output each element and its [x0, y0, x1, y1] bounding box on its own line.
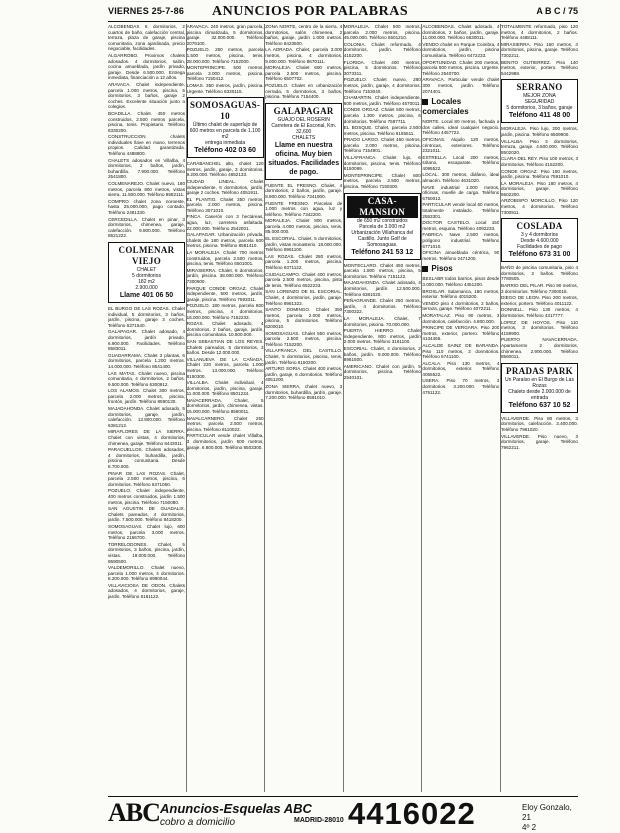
classified-ad: TORRELODONES. Chalet, 5 dormitorios, 3 baños, piscina, jardín, vistas. 19.000.000. Teléfono 8590500.: [108, 541, 185, 564]
display-ad-line: Chalets desde 2.000.000 de entrada: [508, 388, 571, 401]
classified-ad: SANTO DOMINGO. Chalet 350 metros, parcela 2.000 metros, piscina, 5 dormitorios. Teléfono 6200010.: [265, 307, 343, 329]
classified-ad: SAN SEBASTIAN DE LOS REYES. Chalets pareados, 5 dormitorios, 3 baños. Desde 12.000.000.: [186, 338, 264, 356]
column-divider: [421, 24, 422, 792]
column-divider: [264, 24, 265, 792]
classified-ad: OFICINAS. Alquilo 120 metros, céntricas, exteriores. Teléfono 2321011.: [422, 136, 500, 154]
classified-ad: EL PLANTIO. Chalet 350 metros, parcela 2.000 metros, piscina. Teléfono 3071010.: [186, 196, 264, 213]
footer-anuncios: Anuncios-Esquelas ABC: [160, 801, 312, 816]
classified-ad: FUENTE EL FRESNO. Chalet, 4 dormitorios, 2 baños, jardín, garaje. 8.900.000. Teléfono 7341900.: [265, 182, 343, 199]
classified-ad: CIUDALCAMPO. Chalet 400 metros, parcela 2.500 metros, piscina, pista de tenis. Teléfono 6522233.: [265, 271, 343, 288]
classified-ad: SOMOSAGUAS. Chalet lujo, 600 metros, parcela 3.000 metros. Teléfono 2156700.: [108, 523, 185, 541]
classified-ad: MORALEJA. Chalet 600 metros, parcela 2.500 metros, piscina. Teléfono 6507702.: [265, 65, 343, 82]
classified-ad: PRINCIPE DE VERGARA. Piso 200 metros, exterior, portero. Teléfono 4134455.: [422, 325, 500, 342]
display-ad-line: Urbanización Villafranca del Castillo. Junto Golf de Somosaguas.: [351, 229, 414, 248]
display-ad-heading: COSLADA: [516, 221, 563, 232]
display-ad-line: GUAJO DEL ROSERIN: [277, 116, 330, 123]
classified-ad: CERCEDILLA. Chalet en pinar, 3 dormitorios, chimenea, garaje, calefacción. 9.800.000. Teléfono 8521222.: [108, 216, 185, 239]
display-ad-line: MEJOR ZONA: [523, 93, 556, 100]
classified-ad: ALCALDE SAINZ DE BARANDA. Piso 110 metros, 3 dormitorios. Teléfono 5741100.: [422, 342, 500, 360]
classified-ad: EL ESCORIAL. Chalet, 5 dormitorios, jardín, vistas monasterio. 18.000.000. Teléfono 8961100.: [265, 236, 343, 253]
display-ad-line: Llame 401 06 50: [119, 291, 174, 299]
classified-ad: ARAVACA. Chalet independiente, parcela 1.000 metros, piscina, 5 dormitorios, 3 baños, garaje 2 coches. Excelente situación junto a colegios.: [108, 81, 185, 110]
classified-ad: LOPEZ DE HOYOS. Piso 110 metros, 3 dormitorios. Teléfono 4159900.: [501, 319, 578, 336]
classified-ad: MAJADAHONDA. Chalet adosado, 5 dormitorios, garaje, jardín, calefacción. 13.800.000. Teléfono 6381212.: [108, 406, 185, 428]
header-publication: A B C / 75: [536, 6, 578, 16]
classified-column: [501, 24, 578, 792]
classified-ad: BOADILLA. Chalet. 450 metros construidos, 2.500 metros parcela, piscina, tenis. Propietario. Teléfono 6330200.: [108, 110, 185, 133]
classified-ad: EL BURGO DE LAS ROZAS. Chalet individual, 5 dormitorios, 3 baños, jardín, piscina, garaje 3 coches. Teléfono 6371540.: [108, 305, 185, 328]
classified-ad: MIRAFLORES DE LA SIERRA. Chalet con vistas, 4 dormitorios, chimenea, garaje. Teléfono 8443011.: [108, 429, 185, 446]
display-ad-line: 182 m2: [138, 278, 155, 285]
classified-ad: MONTECLARO. Chalet 450 metros, parcela 1.800 metros, piscina, 5 dormitorios. Teléfono 7151122.: [343, 262, 421, 279]
classified-ad: POZUELO. 180 metros, parcela 800 metros, piscina, 4 dormitorios. 16.000.000. Teléfono 7152233.: [186, 303, 264, 320]
classified-ad: NORTE. Local 80 metros, fachada a dos calles, ideal cualquier negocio. Teléfono 4457722.: [422, 119, 500, 136]
classified-ad: POZUELO. Chalet en urbanización cerrada, 5 dormitorios, 3 baños, piscina. Teléfono 7154400.: [265, 82, 343, 100]
classified-ad: LA MORALEJA. Chalet 700 metros construidos, parcela 2.500 metros, piscina, tenis. Teléfono 6501001.: [186, 250, 264, 267]
header-title: ANUNCIOS POR PALABRAS: [212, 4, 409, 19]
display-ad-box: [265, 103, 342, 180]
footer-logo: ABC: [108, 798, 160, 827]
classified-ad: COLMENAREJO. Chalet nuevo, 180 metros, parcela 800 metros, vistas sierra. 11.500.000. Teléfono 8582111.: [108, 181, 185, 198]
display-ad-line: 3 y 4 dormitorios: [521, 232, 558, 239]
display-ad-box: [501, 218, 578, 262]
display-ad-line: 5 dormitorios, 3 baños, garaje: [506, 105, 573, 112]
page-footer: [108, 796, 578, 831]
footer-address: [522, 803, 578, 833]
classified-ad: CLARA DEL REY. Piso 100 metros, 3 dormitorios. Teléfono 4152200.: [501, 156, 578, 167]
classified-ad: NAVACERRADA. Chalet, 5 dormitorios, jardín, chimenea, vistas. 15.000.000. Teléfono 8560011.: [186, 397, 264, 415]
display-ad-line: 5 dormitorios: [132, 272, 161, 279]
classified-column: [344, 24, 421, 792]
section-heading-text: Locales comerciales: [422, 97, 469, 117]
display-ad-line: Llame en nuestra oficina. Muy bien situados. Facilidades de pago.: [268, 141, 340, 176]
display-ad-line: Teléfono 673 31 00: [508, 251, 571, 259]
classified-column: [187, 24, 264, 792]
classified-ad: MORATALAZ. Piso 90 metros, 3 dormitorios, calefacción. 4.800.000.: [422, 312, 500, 324]
classified-ad: MIRASIERRA. Piso 160 metros, 4 dormitorios, piscina, garaje. Teléfono 7302211.: [501, 41, 578, 58]
classified-ad: MAJADAHONDA. Chalet adosado, 4 dormitorios, jardín. 12.500.000. Teléfono 6381020.: [343, 280, 421, 297]
classified-ad: VILLALBA. Chalet individual, 4 dormitorios, jardín, piscina, garaje. 11.000.000. Teléfono 8501234.: [186, 380, 264, 397]
classified-ad: MORALEJA. Chalet 500 metros, parcela 2.000 metros, piscina. 45.000.000. Teléfono 6501210.: [343, 24, 421, 41]
classified-ad: MORALEJA. Chalet 800 metros, parcela 4.000 metros, piscina, tenis. 85.000.000.: [265, 218, 343, 235]
footer-phone: 4416022: [348, 796, 476, 831]
classified-ad: ARAVACA. 240 metros, gran parcela, piscina climatizada, 5 dormitorios, garaje. 32.000.000. Teléfono 2079100.: [186, 24, 264, 46]
classified-ad: LA MORALEJA. Chalet, 7 dormitorios, piscina. 70.000.000.: [343, 315, 421, 327]
classified-ad: PUERTA HIERRO. Chalet independiente, 800 metros, jardín 2.000 metros. Teléfono 3161100.: [343, 328, 421, 345]
classified-ad: LOCAL. 300 metros, diáfano, ideal almacén. Teléfono 4631020.: [422, 172, 500, 184]
classified-ad: VENDO chalet en Parque Coimbra, 4 dormitorios, jardín, piscina comunitaria. Teléfono 6472233.: [422, 41, 500, 58]
classified-ad: CONDE ORGAZ. Piso 150 metros, jardín, piscina. Teléfono 7591010.: [501, 168, 578, 180]
classified-ad: LA ADRADA. Chalet, parcela 3.000 metros, piscina, 4 dormitorios. 9.000.000. Teléfono 8670111.: [265, 47, 343, 64]
classified-ad: PARTICULAR vende local 60 metros, totalmente instalado. Teléfono 2553301.: [422, 202, 500, 219]
classified-ad: FINCA. Caserón con 3 hectáreas, agua, luz, carretera asfaltada. 22.000.000. Teléfono 2542001.: [186, 214, 264, 231]
section-square-icon: [422, 266, 428, 272]
classified-ad: POZUELO. Chalet nuevo, 280 metros, jardín, garaje, 4 dormitorios. Teléfono 7153040.: [343, 77, 421, 94]
display-ad-heading: COLMENAR VIEJO: [118, 244, 175, 266]
classified-ad: LAS MATAS. Chalet nuevo, piscina comunitaria, 4 dormitorios, 2 baños. 9.500.000. Teléfono 6300912.: [108, 370, 185, 387]
classified-ad: LA MORALEJA. Piso 180 metros, 4 dormitorios, garaje. Teléfono 6502200.: [501, 180, 578, 197]
footer-address-line1: Eloy Gonzalo, 21: [522, 803, 572, 822]
classified-ad: VALDEMORILLO. Chalet nuevo, parcela 1.000 metros, 4 dormitorios. 8.200.000. Teléfono 8990044.: [108, 565, 185, 582]
header-date: VIERNES 25-7-86: [108, 6, 185, 16]
classified-ad: DONNELL. Piso 130 metros, 4 dormitorios. Teléfono 4317777.: [501, 307, 578, 318]
display-ad-heading: SERRANO: [516, 82, 563, 93]
classified-ad: BROSLAR. Salamanca, 180 metros, exterior. Teléfono 4015200.: [422, 288, 500, 300]
display-ad-line: SEGURIDAD: [524, 99, 555, 106]
display-ad-box: [501, 363, 578, 413]
classified-ad: CIUDAD LINEAL. Chalet independiente, 6 dormitorios, jardín, garaje 2 coches. Teléfono 4051911.: [186, 178, 264, 196]
classified-ad: FUENTE FRESNO. Parcelas de 1.000 metros con agua, luz y teléfono. Teléfono 7342200.: [265, 200, 343, 217]
footer-city: MADRID-28010: [294, 817, 344, 824]
footer-address-line2: 4º 2: [522, 823, 537, 832]
classified-ad: OPORTUNIDAD. Chalet 200 metros, parcela 800 metros, piscina. Urgente. Teléfono 2540700.: [422, 59, 500, 76]
classified-ad: POZUELO. 260 metros, parcela 1.500 metros, piscina, tenis. 28.000.000. Teléfono 7152000.: [186, 47, 264, 64]
section-heading: [422, 264, 499, 274]
footer-cobro: cobro a domicilio: [160, 817, 236, 828]
display-ad-line: Último chalet de superlujo de 600 metros en parcela de 1.100 m2: [189, 122, 261, 141]
display-ad-line: Teléfono 402 03 60: [194, 147, 256, 155]
classified-ad: ALGARROBO. Proximos chalets adosados. 4 dormitorios, salón, cocina amueblada, jardín privado, garaje. Desde 6.500.000. Entrega inmediata, financiación a 12 años.: [108, 52, 185, 81]
classified-ad: CONSTRUCCION chalets individuales llave en mano, terrenos propios. Calidad garantizada. Teléfono 4488800.: [108, 134, 185, 157]
classified-ad: CARABANCHEL alto, chalet 120 metros, jardín, garaje, 3 dormitorios. 9.200.000. Teléfono 4652133.: [186, 161, 264, 178]
display-ad-box: [344, 193, 421, 260]
classified-column: [422, 24, 499, 792]
classified-ad: LOMAS. 350 metros, jardín, piscina. Urgente. Teléfono 6330115.: [186, 82, 264, 94]
column-divider: [186, 24, 187, 792]
classified-ad: PUERTO NAVACERRADA. Apartamento 2 dormitorios, chimenea. 2.900.000. Teléfono 8560011.: [501, 337, 578, 360]
classified-ad: CHAMARTIN. Chalet independiente, 600 metros, jardín. Teléfono 4570011.: [343, 95, 421, 106]
display-ad-heading: CASA-MANSION: [347, 196, 418, 218]
column-divider: [500, 24, 501, 792]
classified-column: [108, 24, 185, 792]
section-heading: [422, 97, 499, 117]
classified-ad: DIEGO DE LEON. Piso 200 metros, exterior, portero. Teléfono 4011122.: [501, 295, 578, 306]
display-ad-line: de 650 m2 construidos: [357, 217, 408, 224]
classified-ad: ESTRELLA. Local 200 metros, sótano, escaparate. Teléfono 4095522.: [422, 154, 500, 171]
display-ad-line: Carretera de El Escorial, Km. 32,600: [271, 122, 337, 135]
classified-ad: ARTURO SORIA. Chalet 400 metros, jardín, garaje, 6 dormitorios. Teléfono 4051200.: [265, 366, 343, 383]
classified-ad: POZUELO. Chalet independiente, 400 metros construidos, jardín 1.500 metros, piscina. Teléfono 7150080.: [108, 488, 185, 505]
classified-ad: VILLAVERDE. Piso 80 metros, 3 dormitorios, calefacción. 3.400.000. Teléfono 7961020.: [501, 415, 578, 432]
classified-ad: AMERICANO. Chalet con jardín, 5 dormitorios, piscina. Teléfono 2540101.: [343, 363, 421, 380]
classified-ad: MORALEJA. Piso lujo, 200 metros, jardín, piscina. Teléfono 6509900.: [501, 126, 578, 137]
display-ad-line: 2.900.000: [135, 284, 158, 291]
classified-ad: COMPRO chalet zona noroeste, hasta 25.000.000, pago contado. Teléfono 2481330.: [108, 198, 185, 215]
classified-ad: PINAR DE LAS ROZAS. Chalet, parcela 2.500 metros, piscina, 6 dormitorios. Teléfono 6371060.: [108, 470, 185, 487]
classified-ad: BENITO GUTIERREZ. Piso 140 metros, exterior, portero. Teléfono 5442988.: [501, 59, 578, 76]
classified-column: [265, 24, 342, 792]
classified-ad: GALAPAGAR. Chalet adosado, 4 dormitorios, jardín privado, 6.900.000. Facilidades. Teléfono 8583011.: [108, 329, 185, 352]
classified-ad: MIRASIERRA. Chalet, 6 dormitorios, jardín, piscina. 38.000.000. Teléfono 7300600.: [186, 267, 264, 284]
classified-ad: ESCORIAL. Chalet, 4 dormitorios, 2 baños, jardín. 9.000.000. Teléfono 8961500.: [343, 345, 421, 363]
classified-ad: ZONA SIERRA, chalet nuevo, 3 dormitorios, buhardilla, jardín, garaje. 7.200.000. Teléfono 8591010.: [265, 383, 343, 401]
display-ad-box: [501, 79, 578, 123]
classified-ad: SAN LORENZO DE EL ESCORIAL. Chalet, 4 dormitorios, jardín, garaje. Teléfono 8961322.: [265, 289, 343, 306]
classified-ad: VILLAVERDE. Piso nuevo, 3 dormitorios, garaje. Teléfono 7962211.: [501, 433, 578, 450]
classified-ad: ARZOBISPO MORCILLO. Piso 120 metros, 4 dormitorios. Teléfono 7300911.: [501, 198, 578, 215]
classified-ad: PRADO LARGO. Chalet 450 metros, parcela 2.000 metros, piscina. Teléfono 7154901.: [343, 137, 421, 154]
classified-ad: COLONIA. Chalet reformado, 4 dormitorios, jardín. Teléfono 4152200.: [343, 41, 421, 58]
classified-ad: PARACUELLOS. Chalets adosados, 4 dormitorios, buhardilla, jardín, piscina comunitaria. Desde 8.700.000.: [108, 447, 185, 469]
display-ad-line: Parcela de 3.000 m2: [359, 223, 406, 230]
classified-ad: LOS ALAMOS. Chalet 300 metros, parcela 2.000 metros, piscina, frontón, jardín. Teléfono 8590130.: [108, 388, 185, 405]
classified-ad: EL BOSQUE. Chalet, parcela 2.500 metros, piscina. Teléfono 6165511.: [343, 125, 421, 136]
classified-ad: ALCALA. Piso 130 metros, 4 dormitorios, exterior. Teléfono 4055522.: [422, 360, 500, 377]
classified-ad: VILLAVICIOSA DE ODON. Chalets adosados, 4 dormitorios, garaje, jardín. Teléfono 6161122.: [108, 582, 185, 600]
classified-ad: SOMOSAGUAS. Chalet 550 metros, parcela 2.500 metros, piscina. Teléfono 7152200.: [265, 330, 343, 347]
classified-ad: CONDE ORGAZ. Chalet 500 metros, parcela 1.300 metros, piscina, 6 dormitorios. Teléfono 7597711.: [343, 107, 421, 124]
column-divider: [343, 24, 344, 792]
classified-ad: VILLANUEVA DE LA CAÑADA. Chalet 220 metros, parcela 1.000 metros. 13.000.000. Teléfono 8150300.: [186, 356, 264, 379]
display-ad-line: Teléfono 411 48 00: [508, 112, 571, 120]
display-ad-line: CHALETS: [292, 134, 316, 141]
classified-ad: MONTEPRINCIPE. 500 metros, parcela 3.000 metros, piscina. Teléfono 7150412.: [186, 65, 264, 82]
section-square-icon: [422, 99, 428, 105]
display-ad-line: Un Paraíso en El Burgo de Las Rozas: [505, 376, 574, 389]
classified-ad: FABRICA. Nave 2.500 metros, polígono industrial. Teléfono 6771010.: [422, 232, 500, 249]
classified-ad: OFICINA amueblada céntrica, 90 metros. Teléfono 2471200.: [422, 250, 500, 261]
classified-ad: ARAVACA. Particular vende chalet 300 metros, jardín. Teléfono 2074401.: [422, 77, 500, 94]
classified-ad: MONTEPRINCIPE. Chalet 600 metros, parcela 2.500 metros, piscina. Teléfono 7150300.: [343, 172, 421, 190]
classified-ad: VILLALBA. Piso 3 dormitorios, terraza, garaje. 4.500.000. Teléfono 8502020.: [501, 138, 578, 155]
classified-ad: BESLABR todos barrios, pisos desde 3.000.000. Teléfono 4451200.: [422, 276, 500, 287]
classified-ad: ALCOBENDAS 6 dormitorios, 2 cuartos de baño, calefacción central, terraza, plaza de garaje, piscina comunitaria, zona ajardinada, precio negociable, facilidades.: [108, 24, 185, 52]
classified-ad: ZONA NORTE, centro de la sierra, 4 dormitorios, salón chimenea, 2 baños, garaje, jardín 1.000 metros. Teléfono 8423500.: [265, 24, 343, 46]
display-ad-line: Teléfono 241 53 12: [351, 248, 414, 256]
section-heading-text: Pisos: [431, 264, 453, 274]
classified-ad: SAN AGUSTIN DE GUADALIX. Chalets pareados, 4 dormitorios, jardín. 7.500.000. Teléfono 8418200.: [108, 506, 185, 523]
classified-ad: TOTALMENTE reformado, piso 120 metros, 4 dormitorios, 2 baños. Teléfono 4468111.: [501, 24, 578, 41]
classified-ad: GALAPAGAR. Urbanización privada, chalets de 180 metros, parcela 600 metros, piscina. Teléfono 8581410.: [186, 232, 264, 249]
display-ad-line: Facilidades de pago: [517, 244, 562, 251]
classified-ad: ALCOBENDAS. Chalet adosado, 4 dormitorios, 2 baños, jardín, garaje. 11.000.000. Teléfono 6530011.: [422, 24, 500, 41]
classified-ad: BAÑO de piscina comunitaria, piso 4 dormitorios, 2 baños. Teléfono 7780505.: [501, 265, 578, 282]
classified-ad: DOCTOR CASTELO. Local 150 metros, esquina. Teléfono 4092233.: [422, 220, 500, 231]
classified-ad: NAVALCARNERO. Chalet 250 metros, parcela 2.500 metros, piscina. Teléfono 8110022.: [186, 415, 264, 432]
display-ad-heading: SOMOSAGUAS-10: [189, 100, 261, 122]
header-rule: [108, 21, 578, 22]
display-ad-line: entrega inmediata: [205, 140, 246, 147]
classified-ad: VILLAFRANCA DEL CASTILLO. Chalet, 5 dormitorios, piscina, tenis, jardín. Teléfono 8150200.: [265, 348, 343, 365]
classified-ad: PARTICULAR vende chalet Villalba, 3 dormitorios, jardín 500 metros, garaje. 6.800.000. Teléfono 8503300.: [186, 433, 264, 450]
display-ad-line: Desde 4.600.000: [520, 238, 559, 245]
classified-ad: PEÑAGRANDE. Chalet 250 metros, jardín, 4 dormitorios. Teléfono 7300322.: [343, 298, 421, 315]
classified-ad: FLORIDA. Chalet 400 metros, piscina, 5 dormitorios. Teléfono 3073311.: [343, 59, 421, 76]
classified-ad: PARQUE CONDE ORGAZ. Chalet independiente, 500 metros, jardín, garaje, piscina. Teléfono 7593311.: [186, 285, 264, 302]
classified-ad: CHALETS adosados en Villalba, 4 dormitorios, 2 baños, jardín, buhardilla. 7.900.000. Teléfono 2541800.: [108, 157, 185, 180]
classified-ad: LAS ROZAS. Chalet 280 metros, parcela 1.200 metros, piscina. Teléfono 6371122.: [265, 253, 343, 271]
page-header: [108, 6, 578, 20]
display-ad-heading: PRADAS PARK: [506, 365, 573, 376]
display-ad-box: [187, 97, 264, 158]
classified-ad: USERA. Piso 70 metros, 3 dormitorios. 3.200.000. Teléfono 4751122.: [422, 378, 500, 395]
classified-ad: NAVE industrial 1.000 metros, oficinas, muelle de carga. Teléfono 6750012.: [422, 184, 500, 201]
display-ad-heading: GALAPAGAR: [273, 105, 334, 116]
display-ad-box: [108, 242, 185, 303]
classified-ad: VENDO piso 4 dormitorios, 2 baños, terraza, garaje. Teléfono 4072211.: [422, 300, 500, 312]
display-ad-line: Teléfono 637 10 52: [508, 401, 571, 409]
display-ad-line: CHALET: [136, 266, 157, 273]
classified-ad: ROZAS. Chalet adosado, 4 dormitorios, 2 baños, garaje, jardín, piscina comunitaria. 10.500.000.: [186, 321, 264, 338]
classified-ad: BARRIO DEL PILAR. Piso 90 metros, 3 dormitorios. Teléfono 7300015.: [501, 283, 578, 294]
classified-ad: GUADARRAMA. Chalet 3 plantas, 6 dormitorios, parcela 1.200 metros. 14.000.000. Teléfono 8541400.: [108, 352, 185, 369]
classified-ad: VILLAFRANCA. Chalet lujo, 6 dormitorios, piscina, tenis. Teléfono 8150099.: [343, 155, 421, 172]
